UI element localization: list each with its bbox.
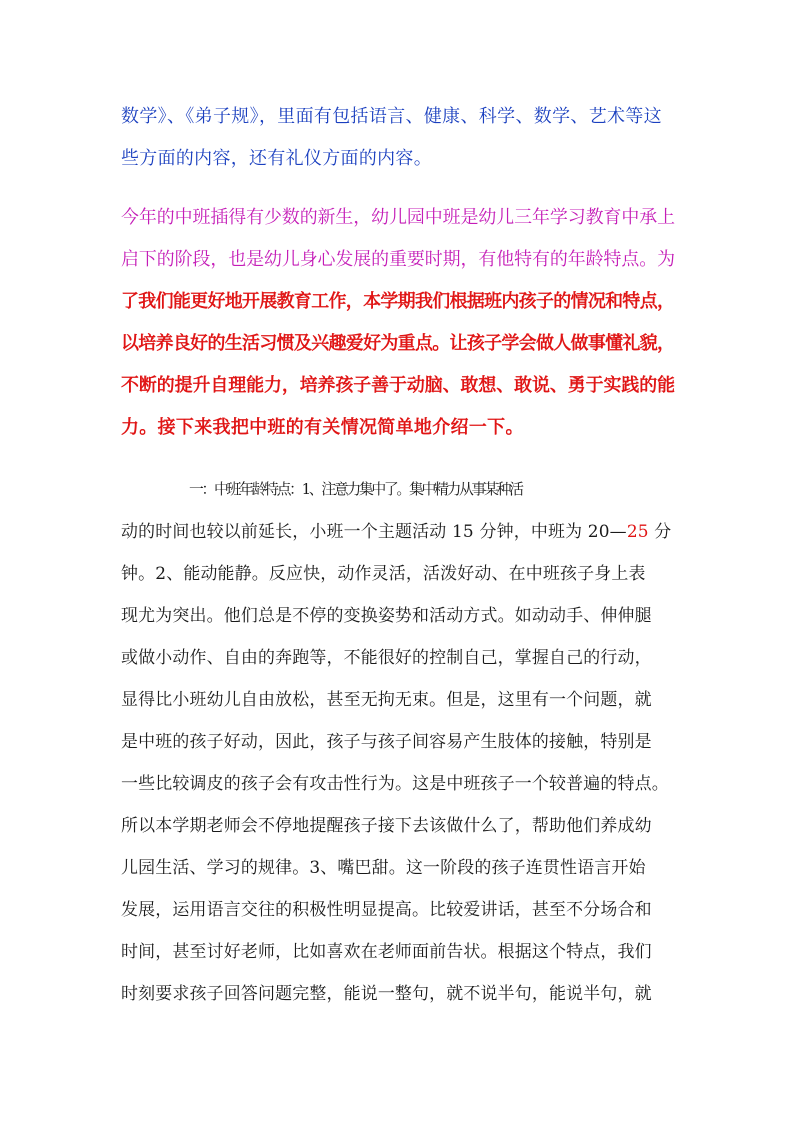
paragraph-2-line-1: 今年的中班插得有少数的新生，幼儿园中班是幼儿三年学习教育中承上 bbox=[121, 207, 675, 228]
paragraph-3-line-7: 是中班的孩子好动，因此，孩子与孩子间容易产生肢体的接触，特别是 bbox=[121, 731, 652, 751]
paragraph-3-line-1: 一：中班年龄特点：1、注意力集中了。集中精力从事某种活 bbox=[189, 480, 522, 498]
paragraph-3-line-8: 一些比较调皮的孩子会有攻击性行为。这是中班孩子一个较普遍的特点。 bbox=[121, 773, 669, 793]
paragraph-3-line-9: 所以本学期老师会不停地提醒孩子接下去该做什么了，帮助他们养成幼 bbox=[121, 815, 652, 835]
paragraph-3-line-13: 时刻要求孩子回答问题完整，能说一整句，就不说半句，能说半句，就 bbox=[121, 983, 652, 1003]
paragraph-3-line-4: 现尤为突出。他们总是不停的变换姿势和活动方式。如动动手、伸伸腿 bbox=[121, 605, 652, 625]
paragraph-2-line-3: 了我们能更好地开展教育工作，本学期我们根据班内孩子的情况和特点， bbox=[121, 291, 675, 312]
paragraph-3-line-11: 发展，运用语言交往的积极性明显提高。比较爱讲话，甚至不分场合和 bbox=[121, 899, 652, 919]
paragraph-3-line-12: 时间，甚至讨好老师，比如喜欢在老师面前告状。根据这个特点，我们 bbox=[121, 941, 652, 961]
paragraph-3-line-10: 儿园生活、学习的规律。3、嘴巴甜。这一阶段的孩子连贯性语言开始 bbox=[121, 857, 646, 877]
paragraph-3-line-2-before: 动的时间也较以前延长，小班一个主题活动 15 分钟，中班为 20— bbox=[121, 521, 627, 541]
paragraph-2-line-5: 不断的提升自理能力，培养孩子善于动脑、敢想、敢说、勇于实践的能 bbox=[121, 375, 675, 396]
paragraph-1-line-2: 些方面的内容，还有礼仪方面的内容。 bbox=[121, 148, 433, 169]
paragraph-1-line-1: 数学》、《弟子规》，里面有包括语言、健康、科学、数学、艺术等这 bbox=[121, 106, 663, 127]
paragraph-2-line-4: 以培养良好的生活习惯及兴趣爱好为重点。让孩子学会做人做事懂礼貌， bbox=[121, 333, 675, 354]
paragraph-3-line-2-after: 分 bbox=[648, 521, 672, 541]
paragraph-3-line-6: 显得比小班幼儿自由放松，甚至无拘无束。但是，这里有一个问题，就 bbox=[121, 689, 652, 709]
paragraph-3-line-3: 钟。2、能动能静。反应快，动作灵活，活泼好动、在中班孩子身上表 bbox=[121, 563, 646, 583]
paragraph-3-line-5: 或做小动作、自由的奔跑等，不能很好的控制自己，掌握自己的行动， bbox=[121, 647, 652, 667]
paragraph-3-line-2 bbox=[121, 520, 677, 542]
paragraph-2-line-2: 启下的阶段，也是幼儿身心发展的重要时期，有他特有的年龄特点。为 bbox=[121, 249, 675, 270]
highlighted-number: 25 bbox=[626, 521, 649, 541]
paragraph-2-line-6: 力。接下来我把中班的有关情况简单地介绍一下。 bbox=[121, 417, 524, 438]
